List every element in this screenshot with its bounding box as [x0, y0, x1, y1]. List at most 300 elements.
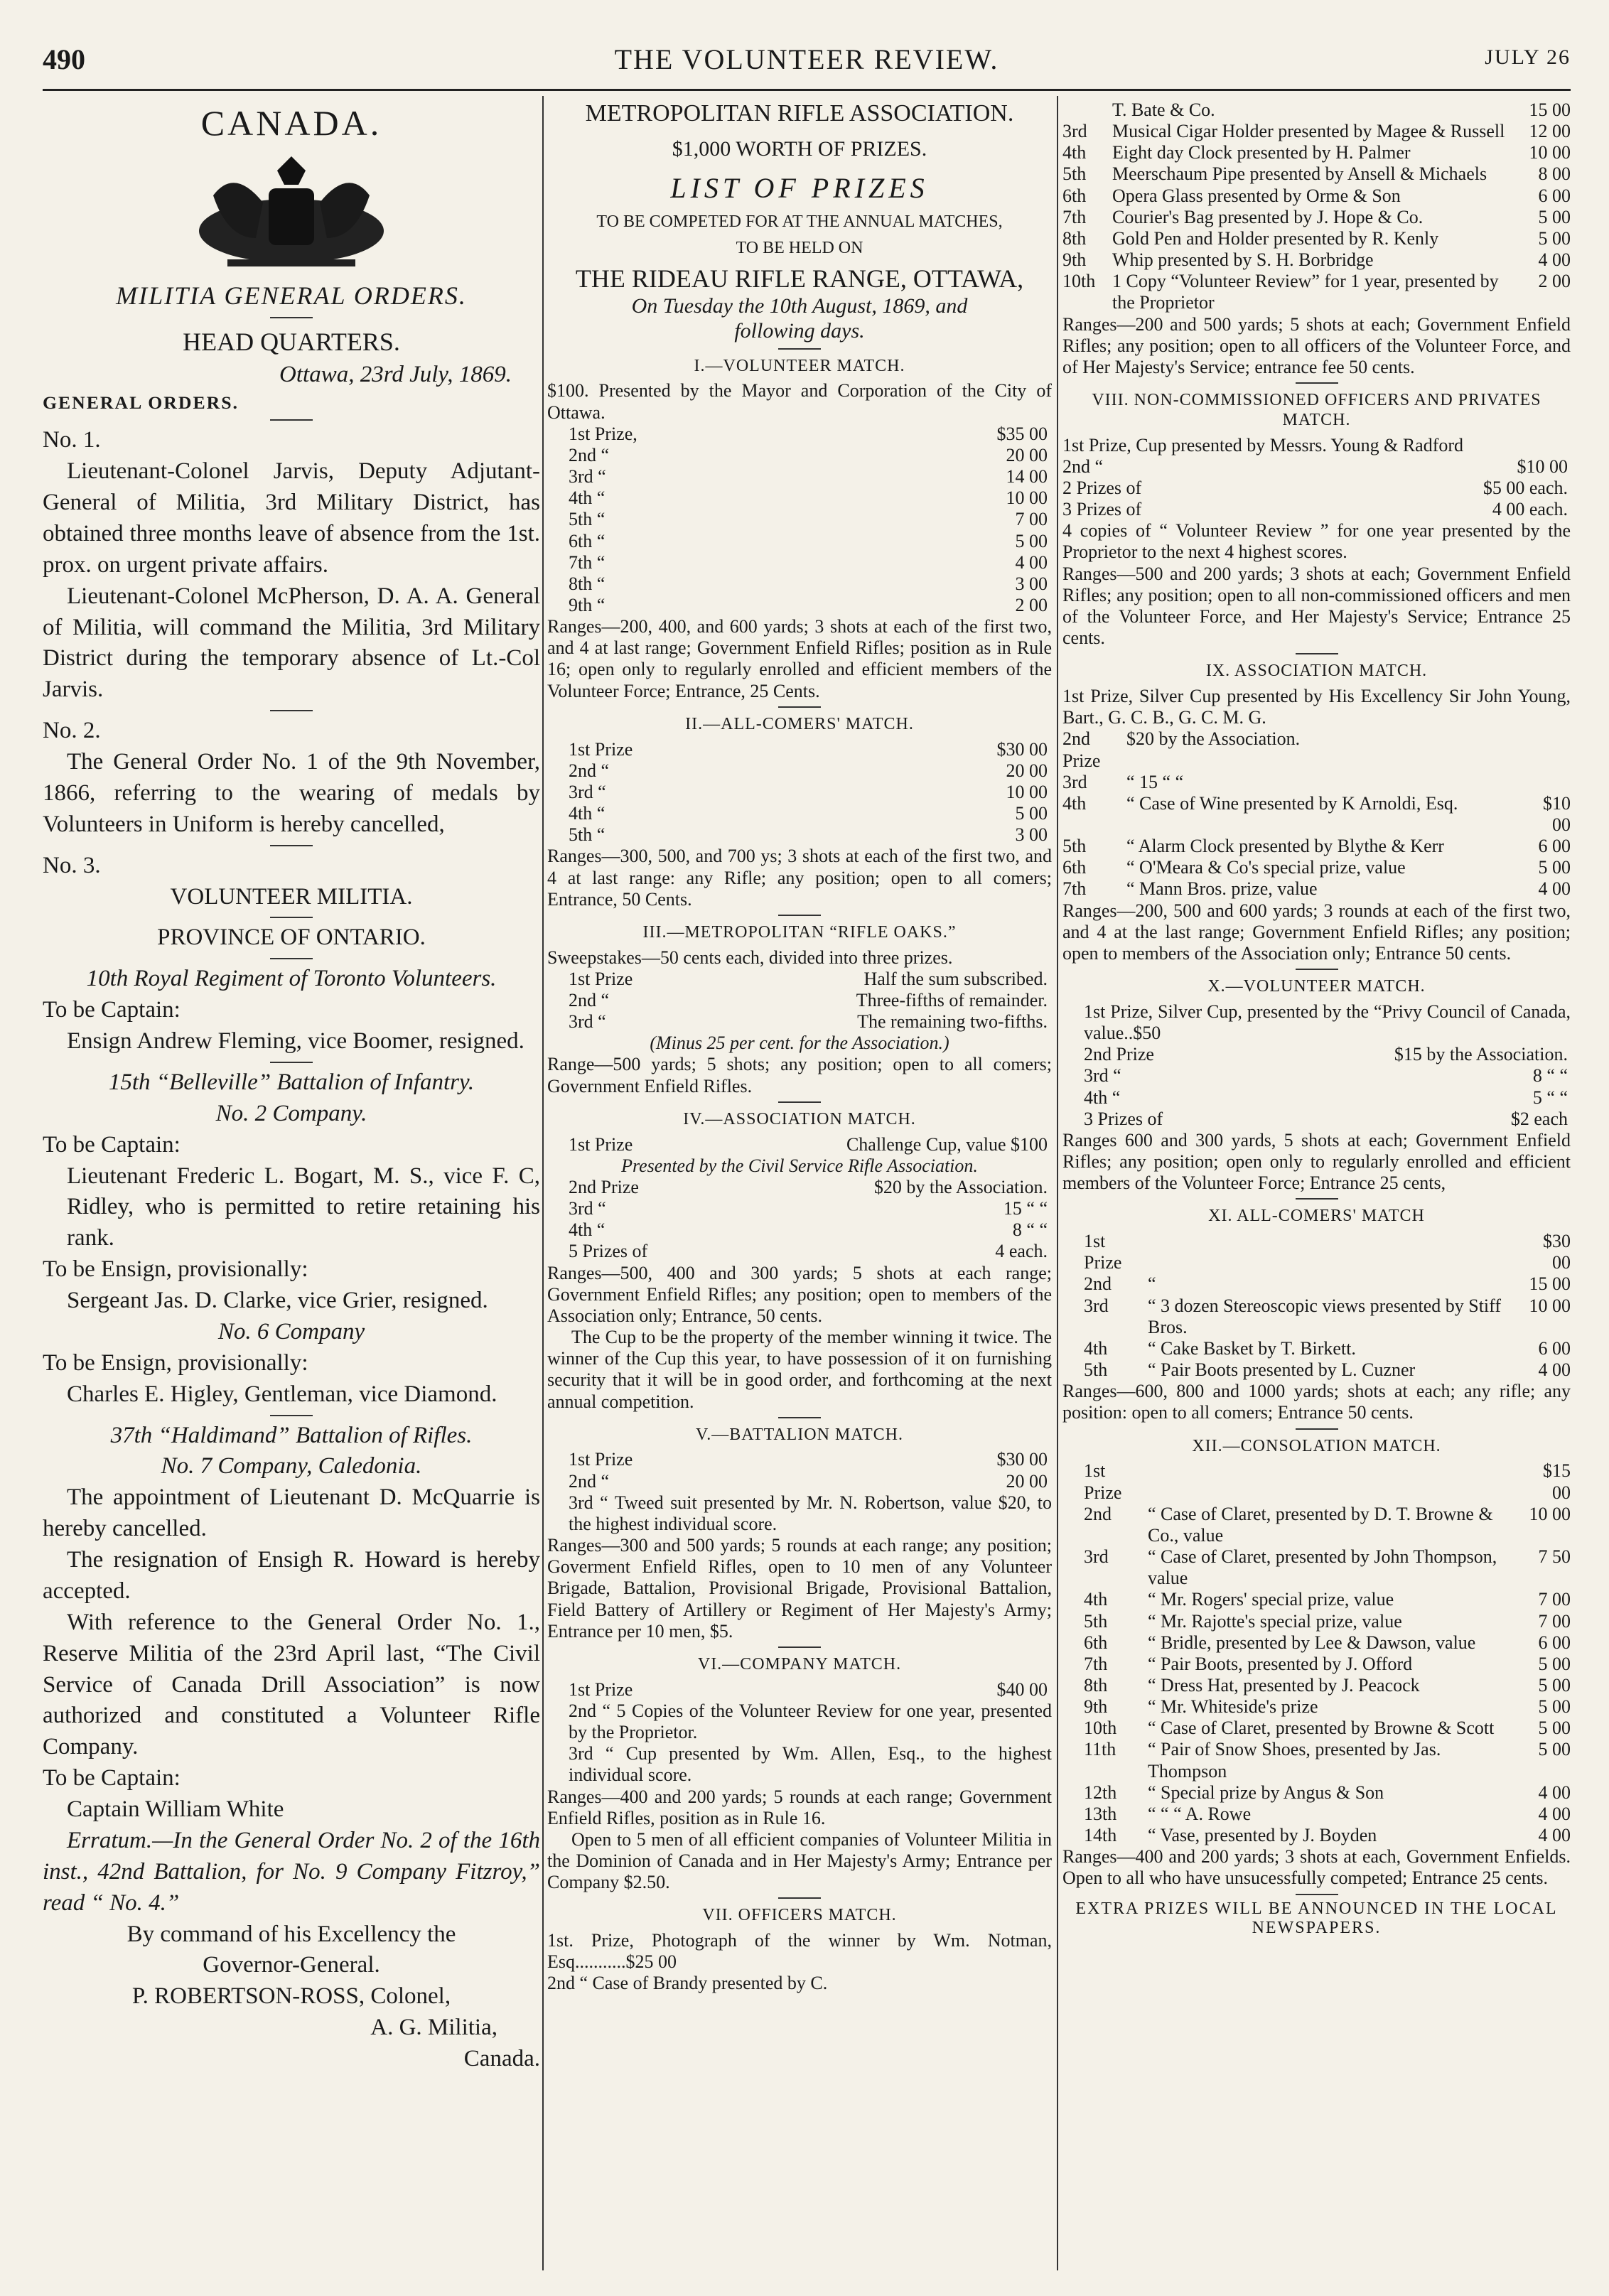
- prize-amount: [1521, 772, 1571, 793]
- prize-rank: 2nd Prize: [1062, 728, 1101, 771]
- province-heading: PROVINCE OF ONTARIO.: [157, 925, 426, 951]
- divider: [778, 706, 821, 708]
- prize-row: [569, 1241, 1048, 1262]
- prize-row: [1084, 1359, 1571, 1381]
- prize-amount: 6 00: [1538, 1632, 1571, 1653]
- match-9-prizes: [1062, 728, 1571, 900]
- prize-description: “ Special prize by Angus & Son: [1148, 1782, 1384, 1803]
- divider: [270, 317, 313, 318]
- prize-row: [569, 803, 1048, 824]
- prize-rank: 10th: [1062, 271, 1096, 292]
- prize-amount: 5 00: [1538, 1739, 1571, 1760]
- match-11-title: XI. ALL-COMERS' MATCH: [1208, 1207, 1425, 1226]
- volunteer-militia-heading: VOLUNTEER MILITIA.: [170, 883, 413, 910]
- association-heading: METROPOLITAN RIFLE ASSOCIATION.: [585, 100, 1014, 126]
- prize-description: “ Case of Claret, presented by D. T. Browne & Co., value: [1148, 1503, 1493, 1546]
- prize-amount: 10 00: [1006, 487, 1048, 509]
- divider: [1296, 969, 1338, 970]
- prize-row: [569, 487, 1048, 509]
- appointment-fleming: Ensign Andrew Fleming, vice Boomer, resigned.: [67, 1028, 524, 1055]
- appointment-bogart: Lieutenant Frederic L. Bogart, M. S., vice F. C, Ridley, who is permitted to retire retaining his rank.: [67, 1163, 540, 1251]
- prize-row: [569, 552, 1048, 573]
- prize-rank: 3rd: [1084, 1546, 1109, 1568]
- prize-row: [1084, 1295, 1571, 1338]
- reserve-militia-para: With reference to the General Order No. 1., Reserve Militia of the 23rd April last, “The Civil Service of Canada Drill Association” is now authorized and constituted a Volunteer Rifle Company.: [43, 1609, 540, 1760]
- prize-amount: 8 “ “: [1532, 1065, 1568, 1087]
- match-8-first: 1st Prize, Cup presented by Messrs. Young & Radford: [1062, 434, 1464, 456]
- prize-amount: 4 00: [1538, 1825, 1571, 1846]
- column-prize-list-cont: [1062, 99, 1571, 2260]
- company-no6: No. 6 Company: [217, 1318, 365, 1344]
- appointment-label: To be Ensign, provisionally:: [43, 1349, 308, 1376]
- prize-row: [569, 760, 1048, 782]
- prize-amount: 5 00: [1538, 1674, 1571, 1696]
- prize-row: [1062, 121, 1571, 142]
- divider: [1296, 382, 1338, 384]
- prize-row: [1084, 1782, 1571, 1804]
- prize-amount: $5 00 each.: [1482, 478, 1568, 498]
- column-divider-2: [1057, 96, 1058, 2270]
- prize-row: [1062, 793, 1571, 836]
- divider: [1296, 1428, 1338, 1430]
- prize-amount: 20 00: [1006, 1470, 1048, 1492]
- prize-rank: 7th: [1062, 206, 1087, 227]
- prize-description: $20 by the Association.: [1126, 728, 1301, 750]
- match-11-prizes: [1062, 1231, 1571, 1381]
- prize-rank: 7th: [1062, 878, 1087, 900]
- prize-rank: 6th: [1062, 185, 1087, 206]
- prize-amount: Challenge Cup, value $100: [846, 1133, 1048, 1155]
- prize-row: [1084, 1231, 1571, 1273]
- prize-rank: 4th: [1084, 1589, 1108, 1610]
- prize-description: “: [1148, 1273, 1156, 1295]
- prize-label: 1st Prize: [569, 968, 633, 989]
- erratum: Erratum.—In the General Order No. 2 of the 16th inst., 42nd Battalion, for No. 9 Company Fitzroy,” read “ No. 4.”: [43, 1827, 540, 1916]
- prize-label: 3rd “: [569, 781, 606, 802]
- prize-amount: 4 00 each.: [1492, 499, 1568, 520]
- prize-amount: 5 00: [1538, 227, 1571, 249]
- page-number: 490: [43, 43, 85, 75]
- prize-description: T. Bate & Co.: [1112, 99, 1215, 120]
- prize-description: “ Mr. Whiteside's prize: [1148, 1696, 1318, 1718]
- prize-description: Eight day Clock presented by H. Palmer: [1112, 142, 1411, 163]
- prize-amount: 7 00: [1538, 1589, 1571, 1610]
- prize-row: [1084, 1675, 1571, 1696]
- match-7-second: 2nd “ Case of Brandy presented by C.: [547, 1973, 828, 1994]
- prize-amount: 4 00: [1538, 1359, 1571, 1381]
- match-9-rules: Ranges—200, 500 and 600 yards; 3 rounds at each of the first two, and 4 at the last range; Government Enfield Rifles; any position; open to members of the Association only; Entrance 50 cents.: [1062, 900, 1571, 964]
- match-6-open: Open to 5 men of all efficient companies of Volunteer Militia in the Dominion of Canada and in Her Majesty's Army; Entrance per Company $2.50.: [547, 1828, 1052, 1893]
- match-1-title: I.—VOLUNTEER MATCH.: [694, 356, 905, 375]
- prize-row: [1062, 163, 1571, 185]
- match-10-first: 1st Prize, Silver Cup, presented by the “Privy Council of Canada, value..$50: [1084, 1001, 1571, 1044]
- match-9-title: IX. ASSOCIATION MATCH.: [1205, 662, 1428, 681]
- hq-heading: HEAD QUARTERS.: [183, 328, 400, 357]
- prize-row: [1084, 1696, 1571, 1718]
- prize-label: 3 Prizes of: [1084, 1108, 1163, 1129]
- prize-amount: $2 each: [1510, 1108, 1568, 1129]
- prize-amount: $30 00: [996, 738, 1048, 760]
- signature-name: P. ROBERTSON-ROSS, Colonel,: [131, 1983, 451, 2010]
- appointment-label: To be Captain:: [43, 1765, 181, 1791]
- match-4-rules: Ranges—500, 400 and 300 yards; 5 shots at each range; Government Enfield Rifles; any position; open to members of the Association only; Entrance, 50 cents.: [547, 1262, 1052, 1326]
- match-5-rules: Ranges—300 and 500 yards; 5 rounds at each range; any position; Goverment Enfield Rifles, open to 10 men of any Volunteer Brigade, Battalion, Provisional Brigade, Provisional Battalion, Field Battery of Artillery or Regiment of Her Majesty's Army; Entrance per 10 men, $5.: [547, 1535, 1052, 1642]
- prize-row: [1084, 1589, 1571, 1610]
- prize-description: “ Pair Boots presented by L. Cuzner: [1148, 1359, 1416, 1381]
- match-12-title: XII.—CONSOLATION MATCH.: [1192, 1436, 1441, 1455]
- canada-heading: CANADA.: [200, 103, 382, 143]
- range-heading: THE RIDEAU RIFLE RANGE, OTTAWA,: [575, 264, 1024, 293]
- divider: [1296, 653, 1338, 654]
- match-4-presented: Presented by the Civil Service Rifle Association.: [621, 1155, 978, 1176]
- divider: [270, 845, 313, 846]
- prize-amount: 5 00: [1538, 1718, 1571, 1739]
- match-7-title: VII. OFFICERS MATCH.: [702, 1906, 897, 1925]
- match-8-prizes: [1062, 456, 1571, 520]
- prize-amount: 5 “ “: [1532, 1087, 1568, 1108]
- match-7-prizes: [1062, 99, 1571, 314]
- prize-row: [1062, 878, 1571, 900]
- prize-row: [569, 531, 1048, 552]
- match-7-rules: Ranges—200 and 500 yards; 5 shots at each; Government Enfield Rifles; any position; open to all officers of the Volunteer Force, and of Her Majesty's Service; entrance fee 50 cents.: [1062, 313, 1571, 377]
- prize-amount: 20 00: [1006, 444, 1048, 465]
- prize-amount: $10 00: [1517, 456, 1568, 477]
- prize-amount: $35 00: [996, 423, 1048, 444]
- prize-row: [1062, 836, 1571, 857]
- prize-description: “ Mr. Rajotte's special prize, value: [1148, 1610, 1402, 1632]
- prize-label: 8th “: [569, 573, 606, 594]
- prize-label: 2 Prizes of: [1062, 478, 1142, 498]
- match-1-rules: Ranges—200, 400, and 600 yards; 3 shots at each of the first two, and 4 at last range; Government Enfield Rifles; position as in Rule 16; open only to regularly enrolled and efficient members of the Volunteer Force; Entrance, 25 Cents.: [547, 616, 1052, 701]
- prize-row: [1062, 185, 1571, 207]
- prize-label: 2nd “: [569, 444, 610, 465]
- appointment-label: To be Ensign, provisionally:: [43, 1256, 308, 1283]
- prize-row: [1084, 1804, 1571, 1825]
- prize-description: “ Pair of Snow Shoes, presented by Jas. Thompson: [1148, 1739, 1441, 1782]
- prize-rank: 3rd: [1062, 121, 1087, 142]
- prize-description: “ Vase, presented by J. Boyden: [1148, 1825, 1377, 1846]
- regiment-10th: 10th Royal Regiment of Toronto Volunteers.: [86, 966, 497, 992]
- divider: [270, 710, 313, 711]
- prize-amount: 5 00: [1538, 206, 1571, 227]
- howard-resignation: The resignation of Ensigh R. Howard is hereby accepted.: [43, 1547, 540, 1604]
- prize-label: 3rd “: [569, 1198, 606, 1219]
- divider: [778, 348, 821, 350]
- company-no2: No. 2 Company.: [215, 1100, 367, 1126]
- appointment-white: Captain William White: [67, 1796, 284, 1823]
- prize-row: [569, 595, 1048, 616]
- prize-row: [1084, 1273, 1571, 1295]
- prize-amount: 2 00: [1015, 595, 1048, 616]
- prize-row: [1084, 1825, 1571, 1846]
- prize-amount: 5 00: [1538, 1653, 1571, 1674]
- prize-row: [1062, 728, 1571, 771]
- prize-row: [569, 1449, 1048, 1470]
- prize-description: “ Alarm Clock presented by Blythe & Kerr: [1126, 836, 1444, 857]
- prize-rank: 5th: [1062, 163, 1087, 185]
- prize-label: 1st Prize,: [569, 423, 637, 444]
- header-rule: [43, 89, 1571, 91]
- prize-label: 6th “: [569, 530, 606, 551]
- match-10-prizes: [1062, 1044, 1571, 1130]
- signature-title: A. G. Militia,: [370, 2015, 497, 2041]
- prize-amount: 20 00: [1006, 760, 1048, 781]
- prize-rank: 1st Prize: [1084, 1460, 1122, 1503]
- appointment-label: To be Captain:: [43, 997, 181, 1023]
- prize-amount: 3 00: [1015, 573, 1048, 594]
- prize-amount: 8 “ “: [1012, 1219, 1048, 1241]
- prize-row: [569, 424, 1048, 445]
- prize-row: [1084, 1065, 1568, 1087]
- match-4-prizes: [547, 1177, 1052, 1263]
- prize-amount: 4 00: [1015, 551, 1048, 573]
- prize-amount: 2 00: [1538, 271, 1571, 292]
- prize-row: [1062, 99, 1571, 121]
- governor-general: Governor-General.: [203, 1952, 380, 1978]
- prize-row: [569, 1198, 1048, 1219]
- prize-row: [1084, 1718, 1571, 1739]
- divider: [778, 915, 821, 916]
- prize-label: 3 Prizes of: [1062, 499, 1142, 520]
- divider: [270, 419, 313, 421]
- prize-label: 1st Prize: [569, 738, 633, 760]
- prize-row: [1062, 456, 1568, 478]
- prize-rank: 1st Prize: [1084, 1231, 1122, 1273]
- prize-row: [569, 739, 1048, 760]
- match-7-first: 1st. Prize, Photograph of the winner by Wm. Notman, Esq...........$25 00: [547, 1930, 1052, 1973]
- prize-row: [1062, 772, 1571, 793]
- match-10-rules: Ranges 600 and 300 yards, 5 shots at each; Government Enfield Rifles; any position; open only to regularly enrolled and efficient members of the Volunteer Force; Entrance 25 cents,: [1062, 1129, 1571, 1194]
- prize-amount: 10 00: [1006, 781, 1048, 802]
- held-on-line: TO BE HELD ON: [736, 239, 863, 258]
- prize-amount: 7 00: [1015, 509, 1048, 530]
- prize-rank: 6th: [1062, 857, 1087, 878]
- signature-country: Canada.: [463, 2046, 540, 2072]
- match-5-title: V.—BATTALION MATCH.: [696, 1425, 903, 1444]
- competed-line: TO BE COMPETED FOR AT THE ANNUAL MATCHES,: [596, 212, 1003, 231]
- prize-row: [1084, 1504, 1571, 1546]
- prize-amount: $10 00: [1543, 792, 1571, 836]
- prize-amount: 7 50: [1538, 1546, 1571, 1568]
- prize-amount: 4 00: [1538, 878, 1571, 900]
- match-2-title: II.—ALL-COMERS' MATCH.: [685, 714, 914, 733]
- prize-row: [1062, 142, 1571, 163]
- prize-amount: 10 00: [1529, 1295, 1571, 1316]
- prize-description: “ 15 “ “: [1126, 771, 1184, 792]
- company-no7: No. 7 Company, Caledonia.: [161, 1453, 422, 1480]
- prize-description: “ Mr. Rogers' special prize, value: [1148, 1589, 1394, 1610]
- prize-amount: 4 each.: [995, 1241, 1048, 1262]
- prize-rank: 4th: [1062, 792, 1087, 814]
- prize-row: [1062, 857, 1571, 878]
- prize-amount: 15 “ “: [1003, 1198, 1048, 1219]
- prize-rank: 4th: [1062, 142, 1087, 163]
- prize-row: [1084, 1460, 1571, 1503]
- prize-row: [1084, 1338, 1571, 1359]
- prize-amount: $15 00: [1543, 1460, 1571, 1503]
- match-4-title: IV.—ASSOCIATION MATCH.: [683, 1109, 916, 1128]
- prize-row: [569, 1219, 1048, 1241]
- match-2-rules: Ranges—300, 500, and 700 ys; 3 shots at each of the first two, and 4 at last range: any Rifle; any position; open to all comers; Entrance, 50 Cents.: [547, 846, 1052, 910]
- prize-amount: $30 00: [1543, 1231, 1571, 1273]
- divider: [778, 1101, 821, 1103]
- divider: [778, 1897, 821, 1899]
- prize-rank: 5th: [1084, 1359, 1108, 1381]
- prize-rank: 2nd: [1084, 1503, 1112, 1524]
- prize-rank: 7th: [1084, 1653, 1108, 1674]
- prize-amount: Three-fifths of remainder.: [856, 990, 1048, 1011]
- prize-row: [1062, 499, 1568, 520]
- prize-description: Meerschaum Pipe presented by Ansell & Michaels: [1112, 163, 1487, 185]
- prize-row: [1084, 1109, 1568, 1130]
- prize-row: [569, 1471, 1048, 1492]
- prize-rank: 8th: [1084, 1674, 1108, 1696]
- column-militia-orders: [43, 99, 540, 2260]
- column-prize-list: [547, 99, 1052, 2260]
- prize-amount: 6 00: [1538, 1337, 1571, 1359]
- match-2-prizes: [547, 739, 1052, 846]
- match-10-title: X.—VOLUNTEER MATCH.: [1207, 977, 1426, 996]
- prize-label: 3rd “: [569, 1011, 606, 1033]
- dateline: Ottawa, 23rd July, 1869.: [279, 362, 512, 388]
- prize-row: [569, 782, 1048, 803]
- prize-label: 5th “: [569, 824, 606, 846]
- prize-row: [1062, 207, 1571, 228]
- prize-rank: 5th: [1084, 1610, 1108, 1632]
- prize-amount: 10 00: [1529, 1503, 1571, 1524]
- prize-label: 2nd “: [1062, 456, 1104, 477]
- royal-crest-icon: [185, 153, 398, 274]
- order-no3-label: No. 3.: [43, 852, 101, 878]
- prize-label: 2nd “: [569, 990, 610, 1011]
- order-no1-para2: Lieutenant-Colonel McPherson, D. A. A. General of Militia, will command the Militia, 3rd Military District during the temporary absence of Lt.-Col Jarvis.: [43, 583, 540, 703]
- prize-rank: 11th: [1084, 1739, 1116, 1760]
- prize-description: [1148, 1231, 1521, 1273]
- match-8-title: VIII. NON-COMMISSIONED OFFICERS AND PRIVATES MATCH.: [1092, 391, 1541, 429]
- match-5-prizes: [547, 1449, 1052, 1492]
- divider: [778, 1417, 821, 1418]
- prize-label: 4th “: [569, 803, 606, 824]
- match-11-rules: Ranges—600, 800 and 1000 yards; shots at each; any rifle; any position: open to all comers; Entrance 50 cents.: [1062, 1381, 1571, 1423]
- match-12-prizes: [1062, 1460, 1571, 1846]
- divider: [778, 1646, 821, 1648]
- prize-amount: 6 00: [1538, 836, 1571, 857]
- match-8-rules: Ranges—500 and 200 yards; 3 shots at each; Government Enfield Rifles; any position; open to all non-commissioned officers and men of the Volunteer Force, and Her Majesty's Service; Entrance 25 cents.: [1062, 563, 1571, 649]
- prize-amount: $15 by the Association.: [1394, 1044, 1568, 1065]
- worth-heading: $1,000 WORTH OF PRIZES.: [672, 137, 927, 161]
- prize-amount: $20 by the Association.: [873, 1176, 1048, 1197]
- prize-description: “ Cake Basket by T. Birkett.: [1148, 1337, 1356, 1359]
- battalion-37th: 37th “Haldimand” Battalion of Rifles.: [110, 1422, 473, 1448]
- prize-description: “ Dress Hat, presented by J. Peacock: [1148, 1674, 1420, 1696]
- prize-amount: [1521, 728, 1571, 771]
- prize-row: [1062, 249, 1571, 271]
- prize-label: 1st Prize: [569, 1133, 633, 1155]
- divider: [1296, 1894, 1338, 1895]
- prize-label: 2nd “: [569, 760, 610, 781]
- prize-row: [569, 1011, 1048, 1033]
- prize-amount: 3 00: [1015, 824, 1048, 846]
- prize-row: [569, 445, 1048, 466]
- prize-rank: 12th: [1084, 1782, 1117, 1803]
- appointment-label: To be Captain:: [43, 1131, 181, 1158]
- match-1-prizes: [547, 424, 1052, 616]
- prize-amount: $30 00: [996, 1449, 1048, 1470]
- match-12-rules: Ranges—400 and 200 yards; 3 shots at each, Government Enfields. Open to all who have unsucessfully competed; Entrance 25 cents.: [1062, 1846, 1571, 1889]
- match-dates: On Tuesday the 10th August, 1869, and following days.: [631, 294, 968, 343]
- prize-rank: [1062, 99, 1112, 121]
- prize-label: 4th “: [569, 1219, 606, 1241]
- appointment-higley: Charles E. Higley, Gentleman, vice Diamond.: [67, 1381, 497, 1407]
- order-no2-para: The General Order No. 1 of the 9th November, 1866, referring to the wearing of medals by Volunteers in Uniform is hereby cancelled,: [43, 749, 540, 837]
- prize-row: [1084, 1044, 1568, 1065]
- prize-amount: 4 00: [1538, 249, 1571, 271]
- prize-amount: 15 00: [1529, 1273, 1571, 1295]
- prize-label: 7th “: [569, 551, 606, 573]
- match-6-second: 2nd “ 5 Copies of the Volunteer Review for one year, presented by the Proprietor.: [569, 1700, 1052, 1743]
- prize-rank: 6th: [1084, 1632, 1108, 1653]
- prize-label: 3rd “: [1084, 1065, 1121, 1087]
- list-of-prizes-heading: LIST OF PRIZES: [670, 172, 929, 205]
- prize-label: 4th “: [1084, 1087, 1121, 1108]
- prize-row: [569, 990, 1048, 1011]
- prize-amount: 5 00: [1538, 1696, 1571, 1718]
- order-no1-label: No. 1.: [43, 427, 101, 453]
- prize-description: “ Case of Claret, presented by Browne & Scott: [1148, 1718, 1495, 1739]
- divider: [270, 1415, 313, 1416]
- prize-rank: 4th: [1084, 1337, 1108, 1359]
- prize-amount: 8 00: [1538, 163, 1571, 185]
- prize-amount: Half the sum subscribed.: [863, 968, 1048, 989]
- divider: [270, 1062, 313, 1063]
- prize-rank: 8th: [1062, 227, 1087, 249]
- prize-description: “ Case of Wine presented by K Arnoldi, Esq.: [1126, 792, 1458, 814]
- battalion-15th: 15th “Belleville” Battalion of Infantry.: [108, 1069, 475, 1095]
- prize-amount: 6 00: [1538, 185, 1571, 206]
- prize-label: 4th “: [569, 487, 606, 509]
- match-3-rules: Range—500 yards; 5 shots; any position; open to all comers; Government Enfield Rifles.: [547, 1054, 1052, 1096]
- prize-row: [1084, 1611, 1571, 1632]
- general-orders-label: GENERAL ORDERS.: [43, 392, 239, 414]
- prize-description: “ Case of Claret, presented by John Thompson, value: [1148, 1546, 1497, 1589]
- prize-amount: 4 00: [1538, 1782, 1571, 1803]
- prize-rank: 13th: [1084, 1803, 1117, 1824]
- prize-amount: 10 00: [1529, 142, 1571, 163]
- prize-description: Courier's Bag presented by J. Hope & Co.: [1112, 206, 1424, 227]
- match-4-cup-terms: The Cup to be the property of the member winning it twice. The winner of the Cup this year, to have possession of it on furnishing security that it will be in good order, and forthcoming at the next annual competition.: [547, 1327, 1052, 1412]
- prize-description: “ 3 dozen Stereoscopic views presented by Stiff Bros.: [1148, 1295, 1501, 1337]
- prize-amount: 5 00: [1538, 857, 1571, 878]
- match-1-intro: $100. Presented by the Mayor and Corporation of the City of Ottawa.: [547, 380, 1052, 423]
- match-9-first: 1st Prize, Silver Cup presented by His Excellency Sir John Young, Bart., G. C. B., G. C. M. G.: [1062, 686, 1571, 728]
- prize-row: [1062, 271, 1571, 313]
- prize-description: Musical Cigar Holder presented by Magee & Russell: [1112, 121, 1505, 142]
- prize-amount: 5 00: [1015, 803, 1048, 824]
- prize-description: Whip presented by S. H. Borbridge: [1112, 249, 1374, 271]
- prize-label: 2nd Prize: [569, 1176, 639, 1197]
- prize-description: Opera Glass presented by Orme & Son: [1112, 185, 1401, 206]
- prize-description: “ O'Meara & Co's special prize, value: [1126, 857, 1406, 878]
- divider: [1296, 1198, 1338, 1200]
- prize-description: “ Pair Boots, presented by J. Offord: [1148, 1653, 1413, 1674]
- match-3-prizes: [547, 969, 1052, 1033]
- prize-rank: 3rd: [1062, 771, 1087, 792]
- prize-rank: 2nd: [1084, 1273, 1112, 1295]
- mcquarrie-cancelled: The appointment of Lieutenant D. McQuarrie is hereby cancelled.: [43, 1484, 540, 1542]
- prize-label: 5th “: [569, 509, 606, 530]
- appointment-clarke: Sergeant Jas. D. Clarke, vice Grier, resigned.: [67, 1288, 488, 1314]
- prize-label: 5 Prizes of: [569, 1241, 648, 1262]
